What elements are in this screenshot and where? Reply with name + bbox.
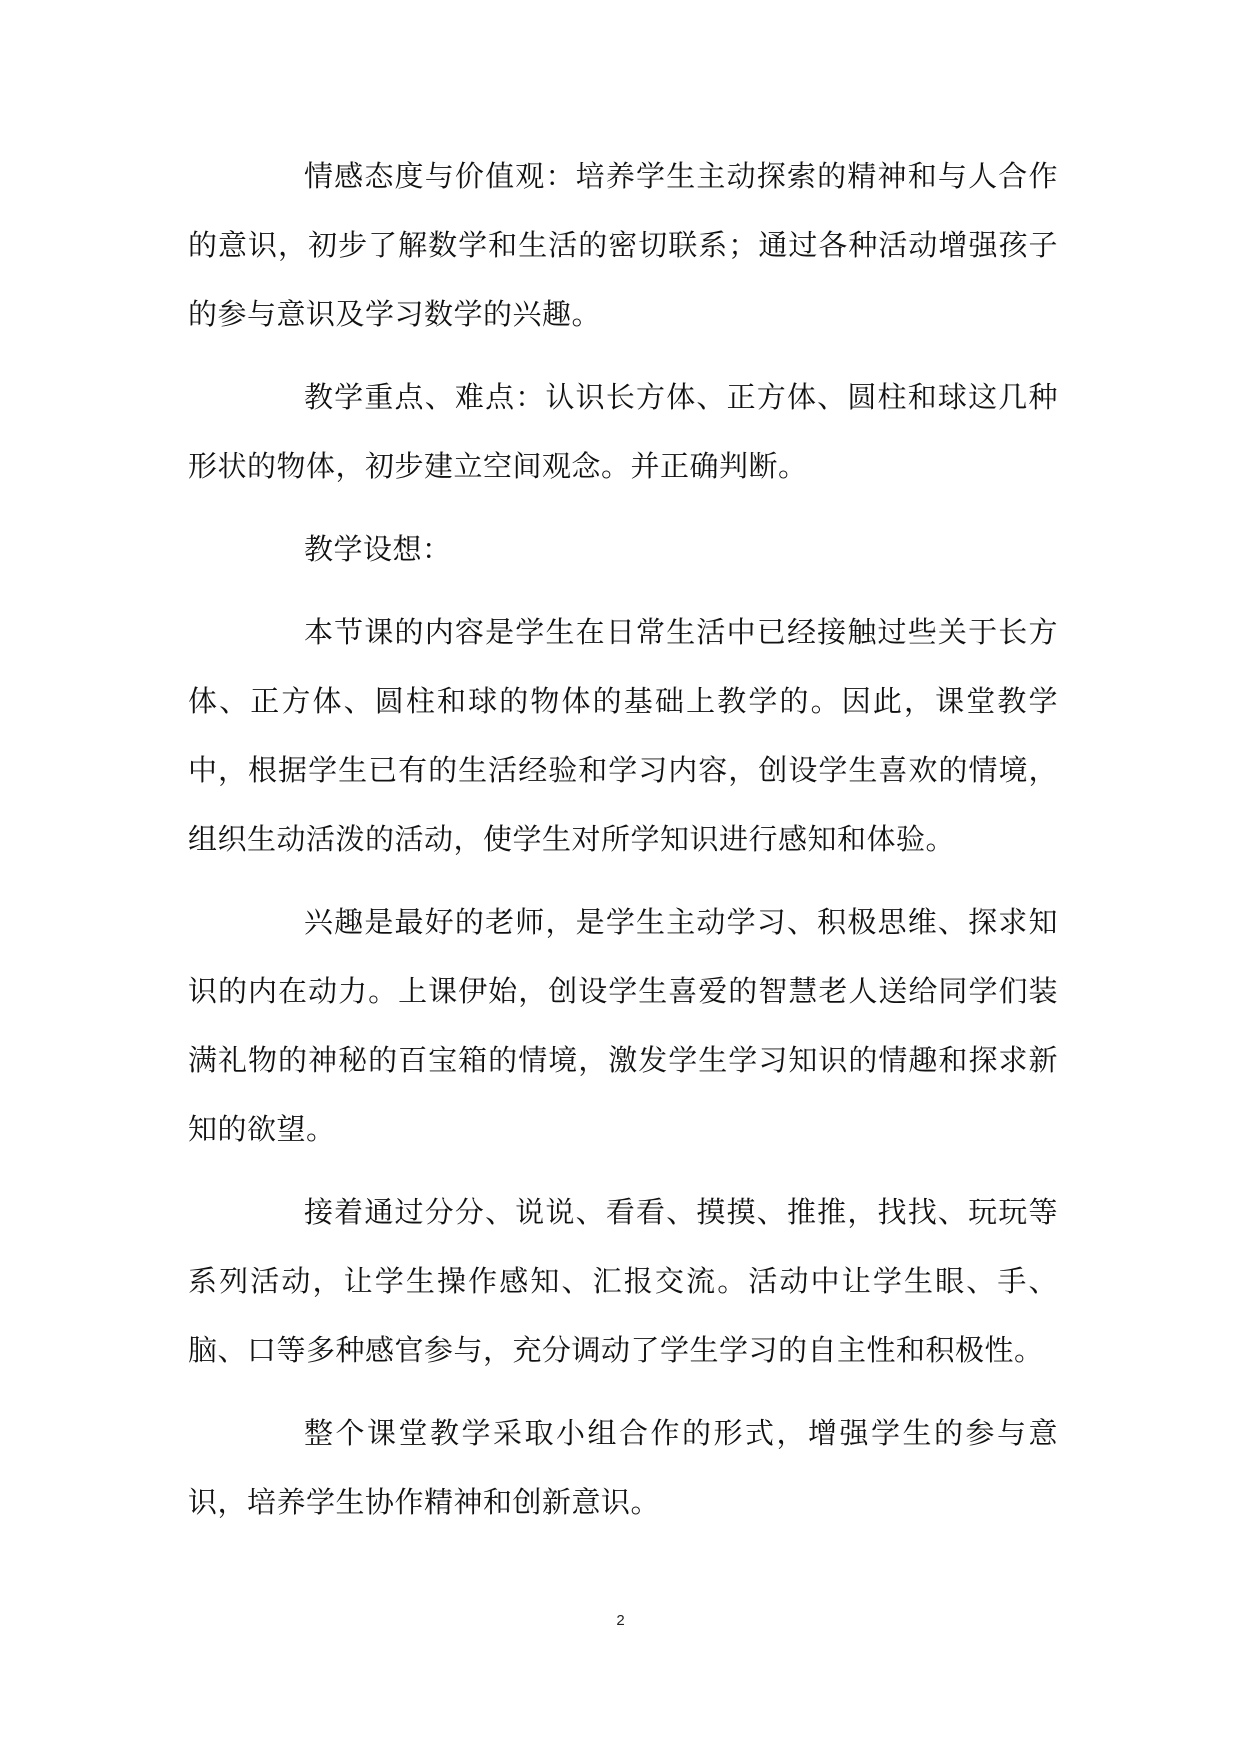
paragraph-key-points: 教学重点、难点：认识长方体、正方体、圆柱和球这几种形状的物体，初步建立空间观念。并正确判断。 bbox=[188, 380, 1058, 483]
paragraph-emotional-goals: 情感态度与价值观：培养学生主动探索的精神和与人合作的意识，初步了解数学和生活的密切联系；通过各种活动增强孩子的参与意识及学习数学的兴趣。 bbox=[188, 159, 1058, 331]
paragraph-lesson-content: 本节课的内容是学生在日常生活中已经接触过些关于长方体、正方体、圆柱和球的物体的基础上教学的。因此，课堂教学中，根据学生已有的生活经验和学习内容，创设学生喜欢的情境，组织生动活泼的活动，使学生对所学知识进行感知和体验。 bbox=[188, 615, 1058, 856]
document-body bbox=[188, 142, 1058, 1551]
paragraph-group-cooperation: 整个课堂教学采取小组合作的形式，增强学生的参与意识，培养学生协作精神和创新意识。 bbox=[188, 1416, 1058, 1519]
page-number: 2 bbox=[616, 1612, 625, 1629]
paragraph-design-heading: 教学设想： bbox=[304, 532, 452, 566]
paragraph-activities: 接着通过分分、说说、看看、摸摸、推推，找找、玩玩等系列活动，让学生操作感知、汇报交流。活动中让学生眼、手、脑、口等多种感官参与，充分调动了学生学习的自主性和积极性。 bbox=[188, 1195, 1058, 1367]
paragraph-interest: 兴趣是最好的老师，是学生主动学习、积极思维、探求知识的内在动力。上课伊始，创设学生喜爱的智慧老人送给同学们装满礼物的神秘的百宝箱的情境，激发学生学习知识的情趣和探求新知的欲望。 bbox=[188, 905, 1058, 1146]
